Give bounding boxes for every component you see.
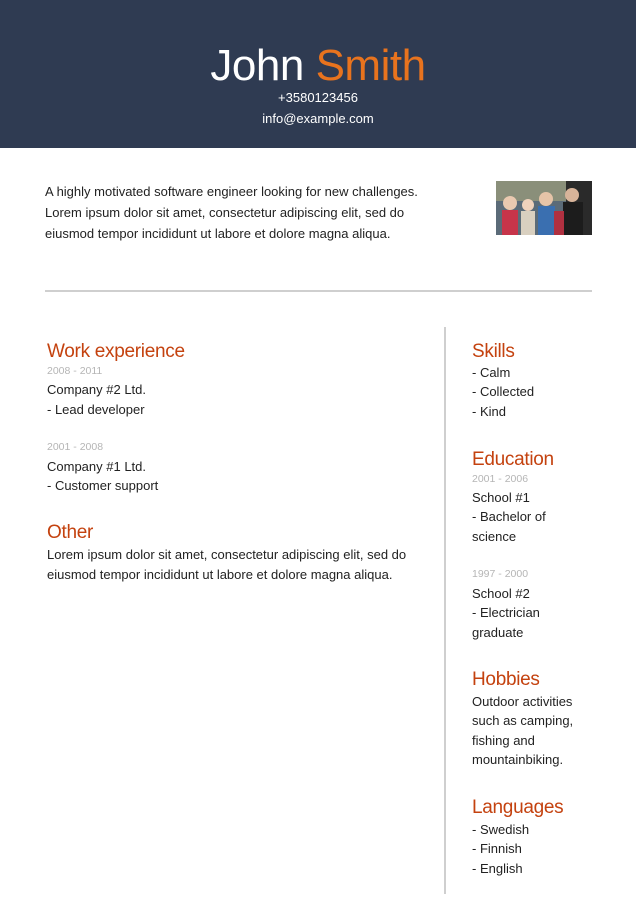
education-dates: 2001 - 2006	[472, 473, 529, 485]
education-degree: science	[472, 529, 517, 544]
job-dates: 2001 - 2008	[47, 441, 104, 453]
hobbies-heading: Hobbies	[472, 669, 540, 690]
education-degree: graduate	[472, 625, 524, 640]
family-photo-image	[496, 181, 592, 235]
language-item: - Finnish	[472, 841, 522, 856]
resume-header	[0, 0, 636, 148]
candidate-name	[0, 40, 636, 92]
education-dates: 1997 - 2000	[472, 568, 529, 580]
last-name: Smith	[315, 41, 426, 90]
skills-heading: Skills	[472, 341, 515, 362]
work-experience-heading: Work experience	[47, 341, 185, 362]
hobbies-line: mountainbiking.	[472, 752, 564, 767]
job-role: - Customer support	[47, 478, 159, 493]
language-item: - English	[472, 861, 523, 876]
profile-photo	[496, 181, 592, 235]
skill-item: - Kind	[472, 404, 506, 419]
other-text: Lorem ipsum dolor sit amet, consectetur adipiscing elit, sed do eiusmod tempor incididunt ut labore et dolore magna aliqua.	[47, 547, 407, 582]
section-divider	[45, 290, 592, 292]
email-address: info@example.com	[262, 111, 374, 126]
job-role: - Lead developer	[47, 402, 145, 417]
hobbies-line: fishing and	[472, 733, 535, 748]
education-heading: Education	[472, 449, 554, 470]
education-school: School #1	[472, 490, 530, 505]
first-name: John	[210, 41, 304, 90]
education-school: School #2	[472, 586, 530, 601]
phone-number: +3580123456	[278, 90, 358, 105]
hobbies-line: such as camping,	[472, 713, 574, 728]
language-item: - Swedish	[472, 822, 530, 837]
skill-item: - Calm	[472, 365, 511, 380]
job-company: Company #1 Ltd.	[47, 459, 147, 474]
skill-item: - Collected	[472, 384, 535, 399]
profile-summary: A highly motivated software engineer looking for new challenges. Lorem ipsum dolor sit amet, consectetur adipiscing elit, sed do eiusmod tempor incididunt ut labore et dolore magna aliqua.	[45, 184, 418, 241]
hobbies-line: Outdoor activities	[472, 694, 573, 709]
other-heading: Other	[47, 522, 94, 543]
column-divider	[444, 327, 446, 894]
job-company: Company #2 Ltd.	[47, 382, 147, 397]
job-dates: 2008 - 2011	[47, 365, 103, 377]
education-degree: - Electrician	[472, 605, 540, 620]
education-degree: - Bachelor of	[472, 509, 546, 524]
languages-heading: Languages	[472, 797, 564, 818]
